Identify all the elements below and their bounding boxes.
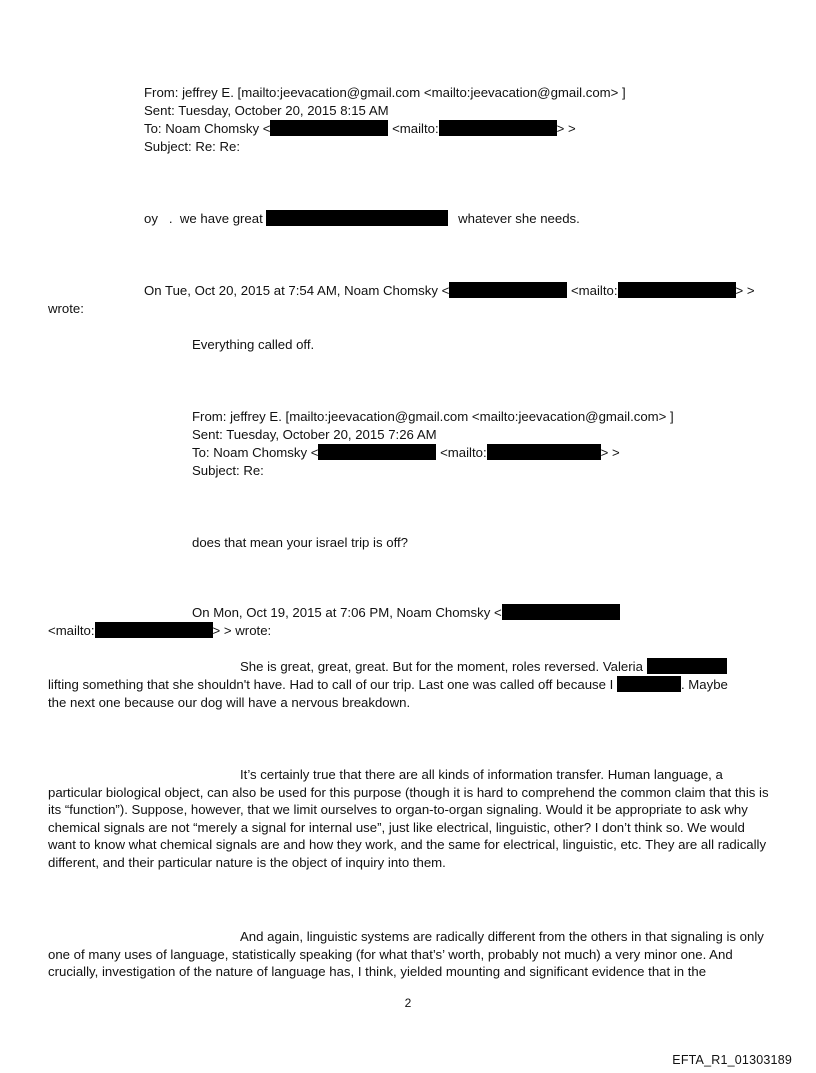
redaction-block bbox=[95, 622, 213, 638]
header1-from: From: jeffrey E. [mailto:jeevacation@gmail.com <mailto:jeevacation@gmail.com> ] bbox=[144, 85, 626, 100]
redaction-block bbox=[617, 676, 681, 692]
header2-to-mailto: <mailto: bbox=[440, 445, 487, 460]
quote1-wrote: wrote: bbox=[48, 301, 84, 316]
redaction-block bbox=[270, 120, 388, 136]
msg2-body: Everything called off. bbox=[192, 337, 315, 352]
reply1-line bbox=[144, 210, 580, 227]
header1-to-prefix: To: Noam Chomsky < bbox=[144, 121, 271, 136]
para3 bbox=[48, 928, 770, 981]
header2-subject: Subject: Re: bbox=[192, 463, 264, 478]
header2-sent: Sent: Tuesday, October 20, 2015 7:26 AM bbox=[192, 427, 437, 442]
header1-to-end: > > bbox=[556, 121, 576, 136]
para1-line2-text: lifting something that she shouldn't have. Had to call of our trip. Last one was called off because I bbox=[48, 677, 614, 692]
reply1-end: whatever she needs. bbox=[458, 211, 580, 226]
quote2-wrote: > > wrote: bbox=[212, 623, 272, 638]
header2-to bbox=[192, 444, 620, 461]
quote1-end: > > bbox=[735, 283, 755, 298]
para1-line2 bbox=[48, 676, 728, 693]
quote1-on-text: On Tue, Oct 20, 2015 at 7:54 AM, Noam Chomsky < bbox=[144, 283, 450, 298]
redaction-block bbox=[318, 444, 436, 460]
para1-line1 bbox=[240, 658, 727, 675]
quote1-mailto: <mailto: bbox=[570, 283, 618, 298]
redaction-block bbox=[266, 210, 448, 226]
header2-from: From: jeffrey E. [mailto:jeevacation@gmail.com <mailto:jeevacation@gmail.com> ] bbox=[192, 409, 674, 424]
redaction-block bbox=[502, 604, 620, 620]
para2 bbox=[48, 766, 770, 871]
msg3-body: does that mean your israel trip is off? bbox=[192, 535, 408, 550]
redaction-block bbox=[439, 120, 557, 136]
redaction-block bbox=[487, 444, 601, 460]
header2-to-prefix: To: Noam Chomsky < bbox=[192, 445, 319, 460]
reply1-start: oy . we have great bbox=[144, 211, 263, 226]
para2-text: It’s certainly true that there are all kinds of information transfer. Human language, a particular biological object, can also be used for this purpose (though it is hard to comprehend the common claim that this is its “function”). Suppose, however, that we limit ourselves to organ-to-organ signaling. Would it be appropriate to ask why chemical signals are not “merely a signal for internal use”, just like electrical, linguistic, other? I don’t think so. We would want to know what chemical signals are and how they work, and the same for electrical, linguistic, etc. They are all radically different, and their particular nature is the object of inquiry into them. bbox=[48, 767, 769, 870]
quote2-on-text: On Mon, Oct 19, 2015 at 7:06 PM, Noam Chomsky < bbox=[192, 605, 502, 620]
header1-to-mailto: <mailto: bbox=[392, 121, 439, 136]
para1-line1-text: She is great, great, great. But for the moment, roles reversed. Valeria bbox=[240, 659, 643, 674]
bates-number: EFTA_R1_01303189 bbox=[672, 1053, 792, 1067]
page-number: 2 bbox=[404, 996, 412, 1010]
header1-sent: Sent: Tuesday, October 20, 2015 8:15 AM bbox=[144, 103, 389, 118]
redaction-block bbox=[618, 282, 736, 298]
header1-subject: Subject: Re: Re: bbox=[144, 139, 241, 154]
header2-to-end: > > bbox=[600, 445, 620, 460]
quote2-on-line bbox=[192, 604, 620, 621]
quote2-mailto-line bbox=[48, 622, 271, 639]
para1-line3: the next one because our dog will have a nervous breakdown. bbox=[48, 695, 411, 710]
redaction-block bbox=[647, 658, 727, 674]
para3-text: And again, linguistic systems are radically different from the others in that signaling is only one of many uses of language, statistically speaking (for what that’s’ worth, probably not much) a very minor one. And crucially, investigation of the nature of language has, I think, yielded mounting and significant evidence that in the bbox=[48, 929, 764, 979]
para1-line2-end: . Maybe bbox=[680, 677, 728, 692]
quote1-on-line bbox=[144, 282, 755, 299]
redaction-block bbox=[449, 282, 567, 298]
header1-to bbox=[144, 120, 576, 137]
quote2-mailto: <mailto: bbox=[48, 623, 95, 638]
